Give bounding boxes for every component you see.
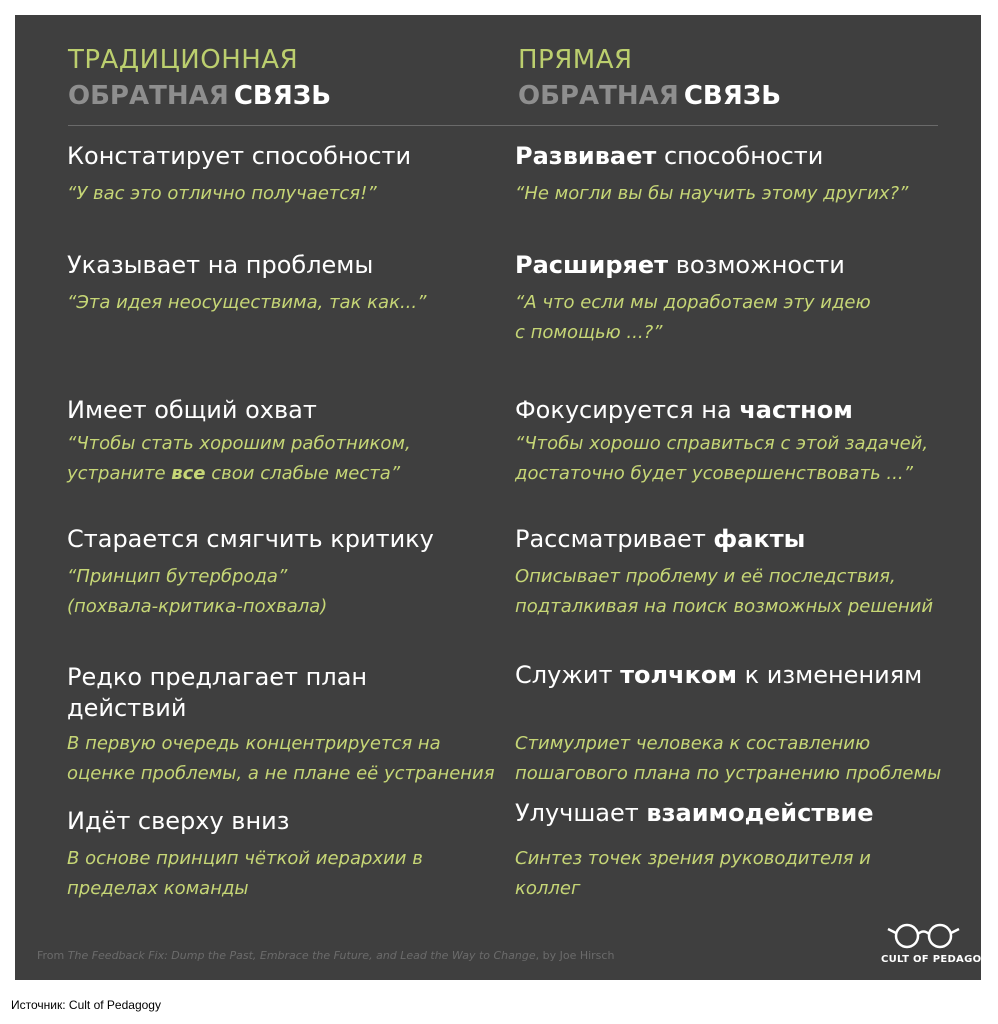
left-item-3-quote-bold: все [171,463,206,484]
right-item-6-quote-line2: коллег [515,878,581,899]
right-item-3-title-bold: частном [739,396,853,424]
left-item-3-quote-line2 [67,459,400,489]
right-item-3-title-pre: Фокусируется на [515,396,740,424]
right-item-3-quote-line2: достаточно будет усовершенствовать ...” [515,463,913,484]
right-item-6-title-pre: Улучшает [515,799,647,827]
right-item-1-title [515,141,823,172]
left-header-line2 [68,81,331,111]
left-item-3-title: Имеет общий охват [67,396,317,424]
credit-pre: From [37,949,68,962]
right-item-3-quote-line1: “Чтобы хорошо справиться с этой задачей, [515,433,929,454]
left-header-line1: ТРАДИЦИОННАЯ [68,45,299,75]
right-item-4-title [515,524,805,555]
left-item-3-quote-post: свои слабые места” [205,463,401,484]
right-item-5-quote-line2: пошагового плана по устранению проблемы [515,763,942,784]
right-item-6-title-bold: взаимодействие [646,799,874,827]
left-item-2-title: Указывает на проблемы [67,251,374,279]
left-item-3-quote-pre: устраните [67,463,172,484]
left-header-grey: ОБРАТНАЯ [68,81,229,111]
right-item-1-title-bold: Развивает [515,142,657,170]
left-item-3-quote-line1: “Чтобы стать хорошим работником, [67,433,411,454]
right-item-2-quote-line2: с помощью ...?” [515,322,663,343]
right-item-4-quote-line2: подталкивая на поиск возможных решений [515,596,934,617]
right-item-5-title [515,660,922,691]
right-item-5-title-post: к изменениям [737,661,923,689]
right-item-1-quote: “Не могли вы бы научить этому других?” [515,183,909,204]
credit-book-title: The Feedback Fix: Dump the Past, Embrace the Future, and Lead the Way to Change [67,949,536,962]
glasses-icon [885,920,965,950]
footer-credit [37,949,614,962]
right-item-6-quote-line1: Синтез точек зрения руководителя и [515,848,871,869]
left-item-5-quote-line1: В первую очередь концентрируется на [67,733,441,754]
left-item-6-title: Идёт сверху вниз [67,807,290,835]
right-item-3-title [515,395,853,426]
right-item-6-title [515,798,874,829]
right-header-line1: ПРЯМАЯ [518,45,633,75]
right-header-white: СВЯЗЬ [683,81,782,111]
left-item-1-title: Констатирует способности [67,142,412,170]
header-divider [68,125,938,126]
right-item-4-quote-line1: Описывает проблему и её последствия, [515,566,896,587]
left-item-4-title: Старается смягчить критику [67,525,434,553]
right-header-line2 [518,81,781,111]
left-header-white: СВЯЗЬ [233,81,332,111]
left-item-6-quote-line1: В основе принцип чёткой иерархии в [67,848,423,869]
right-item-1-title-post: способности [656,142,824,170]
logo [881,920,998,970]
left-item-6-quote-line2: пределах команды [67,878,249,899]
left-item-5-title-line2: действий [67,694,187,722]
left-item-5-quote-line2: оценке проблемы, а не плане её устранения [67,763,495,784]
right-item-5-title-pre: Служит [515,661,621,689]
right-header-grey: ОБРАТНАЯ [518,81,679,111]
right-item-5-quote-line1: Стимулриет человека к составлению [515,733,871,754]
right-item-2-title-post: возможности [668,251,845,279]
right-item-5-title-bold: толчком [620,661,737,689]
logo-text: CULT OF PEDAGOGY [881,954,998,965]
right-item-2-quote-line1: “А что если мы доработаем эту идею [515,292,871,313]
left-item-2-quote: “Эта идея неосуществима, так как...” [67,292,427,313]
right-item-2-title-bold: Расширяет [515,251,669,279]
right-item-4-title-bold: факты [713,525,806,553]
credit-post: , by Joe Hirsch [535,949,615,962]
left-item-5-title-line1: Редко предлагает план [67,663,368,691]
right-item-2-title [515,250,845,281]
source-caption: Источник: Cult of Pedagogy [11,998,161,1012]
left-item-4-quote-line2: (похвала-критика-похвала) [67,596,328,617]
left-item-1-quote: “У вас это отлично получается!” [67,183,377,204]
right-item-4-title-pre: Рассматривает [515,525,714,553]
left-item-4-quote-line1: “Принцип бутерброда” [67,566,288,587]
infographic-card [15,15,998,980]
